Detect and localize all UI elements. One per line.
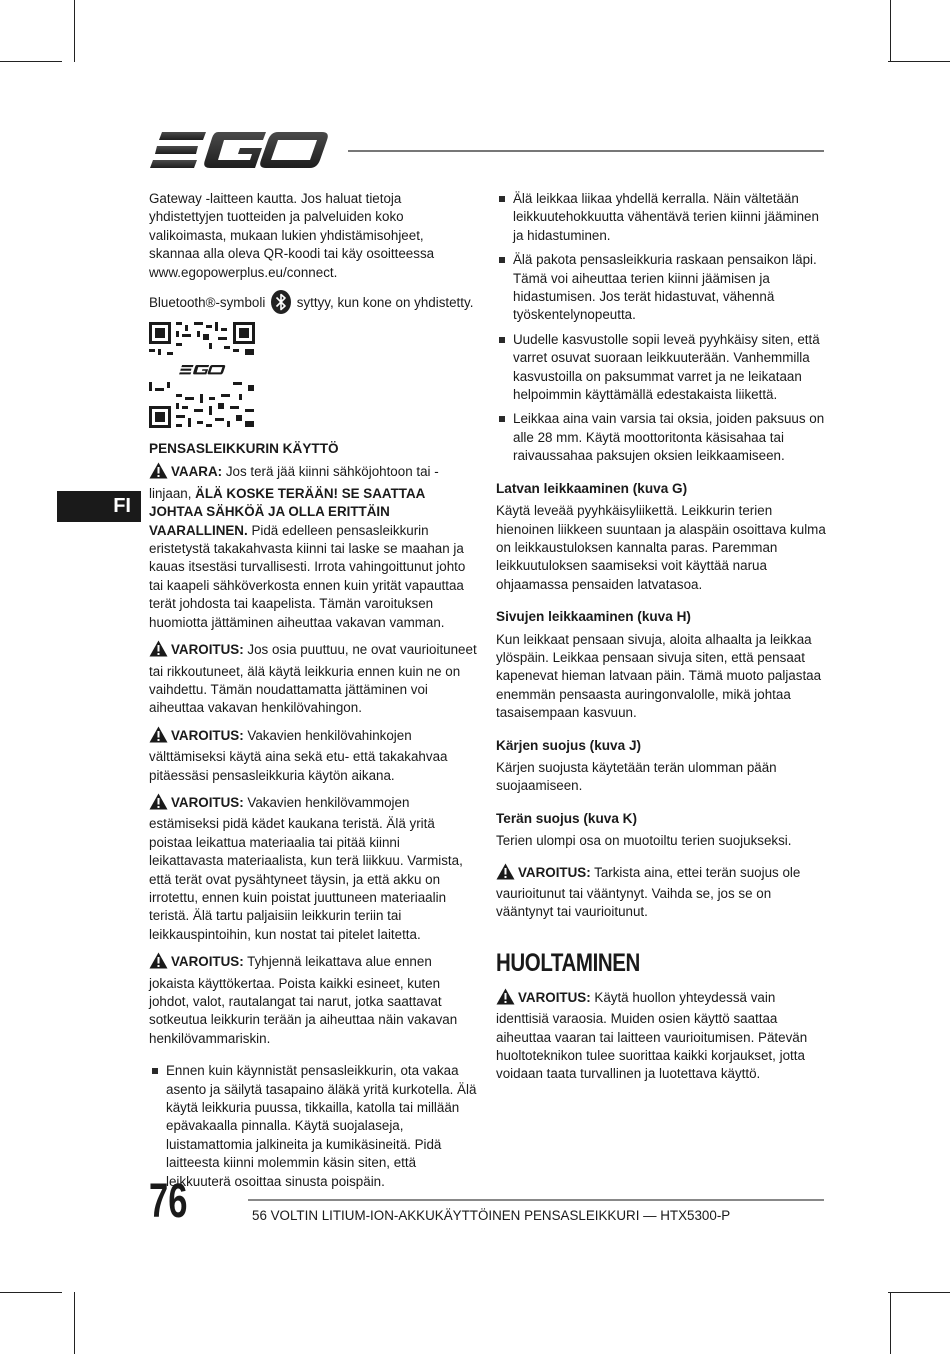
bluetooth-text-before: Bluetooth®-symboli [149,295,266,311]
warning-label: VAROITUS: [171,727,244,743]
warning-block [496,863,826,922]
warning-block [149,793,477,944]
warning-block [149,726,477,785]
crop-mark [888,1292,950,1293]
danger-text-2: Pidä edelleen pensasleikkurin eristetystä takakahvasta kiinni tai laske se maahan ja kauas itsestäsi turvallisesti. Irrota vahingoittunut johto tai kaapeli sähköverkosta ennen kuin yrität vapauttaa terät johdosta tai kaapelista. Tämän varoituksen huomiotta jättäminen aiheuttaa vakavan vamman. [149,522,466,630]
warning-triangle-icon [149,793,168,815]
crop-mark [890,0,891,62]
bullet-list [496,190,826,466]
section-heading: Terän suojus (kuva K) [496,810,638,826]
warning-text: Käytä huollon yhteydessä vain identtisiä varaosia. Muiden osien käyttö saattaa aiheuttaa vaaran tai laitteen vaurioitumisen. Pätevän huoltoteknikon tulee suorittaa kaikki korjaukset, jotta voidaan taata turvallinen ja luotettava käyttö. [496,989,808,1082]
section-text: Terien ulompi osa on muotoiltu terien suojukseksi. [496,833,792,849]
warning-label: VAROITUS: [518,989,591,1005]
section-heading: Latvan leikkaaminen (kuva G) [496,480,688,496]
crop-mark [74,0,75,62]
page-number: 76 [149,1175,188,1228]
warning-block [149,952,477,1048]
warning-block [496,988,826,1084]
danger-bold-text: ÄLÄ KOSKE TERÄÄN! SE SAATTAA JOHTAA SÄHKÖÄ JA OLLA ERITTÄIN VAARALLINEN. [149,485,425,538]
language-tab: FI [57,491,141,522]
section-text: Kun leikkaat pensaan sivuja, aloita alhaalta ja leikkaa ylöspäin. Leikkaa pensaan sivuja siten, että pensaat kapenevat hieman latvaan päin. Tämä muoto paljastaa enemmän pensaasta auringonvalolle, mikä johtaa tasaisempaan kasvuun. [496,631,822,721]
footer-title: 56 VOLTIN LITIUM-ION-AKKUKÄYTTÖINEN PENSASLEIKKURI — HTX5300-P [252,1208,731,1223]
crop-mark [74,1292,75,1354]
list-item: Leikkaa aina vain varsia tai oksia, joiden paksuus on alle 28 mm. Käytä moottoritonta käsisahaa tai raivaussahaa paksujen oksien leikkaamiseen. [496,410,826,465]
crop-mark [0,61,62,62]
list-item: Ennen kuin käynnistät pensasleikkurin, ota vakaa asento ja säilytä tasapaino äläkä yritä kurkotella. Älä käytä leikkuria puussa, tikkailla, katolla tai millään epävakaalla pinnalla. Käytä suojalaseja, luistamattomia jalkineita ja kumikäsineitä. Pidä laitteesta kiinni molemmin käsin siten, että leikkuuterä osoittaa sinusta poispäin. [149,1062,477,1191]
bluetooth-paragraph [149,290,477,314]
section-heading: Kärjen suojus (kuva J) [496,737,642,753]
section-heading: Sivujen leikkaaminen (kuva H) [496,609,691,625]
footer-rule [248,1199,824,1201]
warning-triangle-icon [149,726,168,748]
warning-triangle-icon [149,462,168,484]
danger-label: VAARA: [171,464,223,480]
intro-paragraph: Gateway -laitteen kautta. Jos haluat tietoja yhdistettyjen tuotteiden ja palveluiden koko valikoimasta, mukaan lukien yhdistämisohjeet, skannaa alla oleva QR-koodi tai käy osoitteessa www.egopowerplus.eu/connect. [149,191,435,280]
warning-label: VAROITUS: [171,794,244,810]
ego-logo [150,128,330,172]
section-title: PENSASLEIKKURIN KÄYTTÖ [149,441,339,457]
warning-triangle-icon [496,863,515,885]
warning-label: VAROITUS: [171,954,244,970]
qr-code [149,322,477,428]
warning-label: VAROITUS: [171,642,244,658]
section-text: Kärjen suojusta käytetään terän ulomman pään suojaamiseen. [496,759,777,794]
bullet-list [149,1062,477,1191]
warning-triangle-icon [149,640,168,662]
warning-block [149,640,477,718]
warning-triangle-icon [149,952,168,974]
warning-text: Tyhjennä leikattava alue ennen jokaista käyttökertaa. Poista kaikki esineet, kuten johdot, valot, rautalangat tai narut, jotka saattavat sotkeutua leikkurin terään ja aiheuttaa näin vakavan henkilövammariskin. [149,954,458,1046]
maintenance-title: HUOLTAMINEN [496,948,640,977]
crop-mark [890,1292,891,1354]
warning-label: VAROITUS: [518,864,591,880]
left-column [149,190,477,1199]
bluetooth-text-after: syttyy, kun kone on yhdistetty. [296,295,474,311]
warning-text: Tarkista aina, ettei terän suojus ole vaurioitunut tai vääntynyt. Vaihda se, jos se on vääntynyt tai vaurioitunut. [496,864,801,920]
header-rule [348,150,824,152]
danger-block [149,462,477,632]
bluetooth-icon [271,290,291,314]
right-column [496,190,826,1092]
warning-text: Vakavien henkilövammojen estämiseksi pidä kädet kaukana teristä. Älä yritä poistaa leikattua materiaalia tai pitää kiinni leikattavasta materiaalista, kun terä liikkuu. Varmista, että terät ovat pysähtyneet täysin, ja että akku on irrotettu, ennen kuin poistat juuttuneen materiaalin teristä. Älä tartu paljaisiin leikkurin teriin tai leikkauspintoihin, kun nostat tai pitelet laitetta. [149,794,463,942]
danger-text: Jos terä jää kiinni sähköjohtoon tai -linjaan, [149,464,439,501]
warning-text: Jos osia puuttuu, ne ovat vaurioituneet tai rikkoutuneet, älä käytä leikkuria ennen kuin ne on vaihdettu. Tämän noudattamatta jättäminen voi aiheuttaa vakavan henkilövahingon. [149,642,477,716]
warning-text: Vakavien henkilövahinkojen välttämiseksi käytä aina sekä etu- että takakahvaa pitäessäsi pensasleikkuria käytön aikana. [149,727,448,783]
list-item: Älä leikkaa liikaa yhdellä kerralla. Näin vältetään leikkuutehokkuutta vähentävä terien kiinni jääminen ja hidastuminen. [496,190,826,245]
list-item: Älä pakota pensasleikkuria raskaan pensaikon läpi. Tämä voi aiheuttaa terien kiinni jäämisen ja hidastumisen. Jos terät hidastuvat, vähennä työskentelynopeutta. [496,251,826,325]
list-item: Uudelle kasvustolle sopii leveä pyyhkäisy siten, että varret osuvat suoraan leikkuuterään. Vanhemmilla kasvustoilla on paksummat varret ja ne leikataan helpoimmin käyttämällä edestakaista liikettä. [496,331,826,405]
section-text: Käytä leveää pyyhkäisyliikettä. Leikkurin terien hienoinen liikkeen suuntaan ja alaspäin osoittava kulma on leikkaustuloksen kannalta paras. Paremman leikkuutuloksen saamiseksi voit käyttää narua ohjaamassa pensaiden latvatasoa. [496,503,826,592]
crop-mark [888,61,950,62]
crop-mark [0,1292,62,1293]
warning-triangle-icon [496,988,515,1010]
